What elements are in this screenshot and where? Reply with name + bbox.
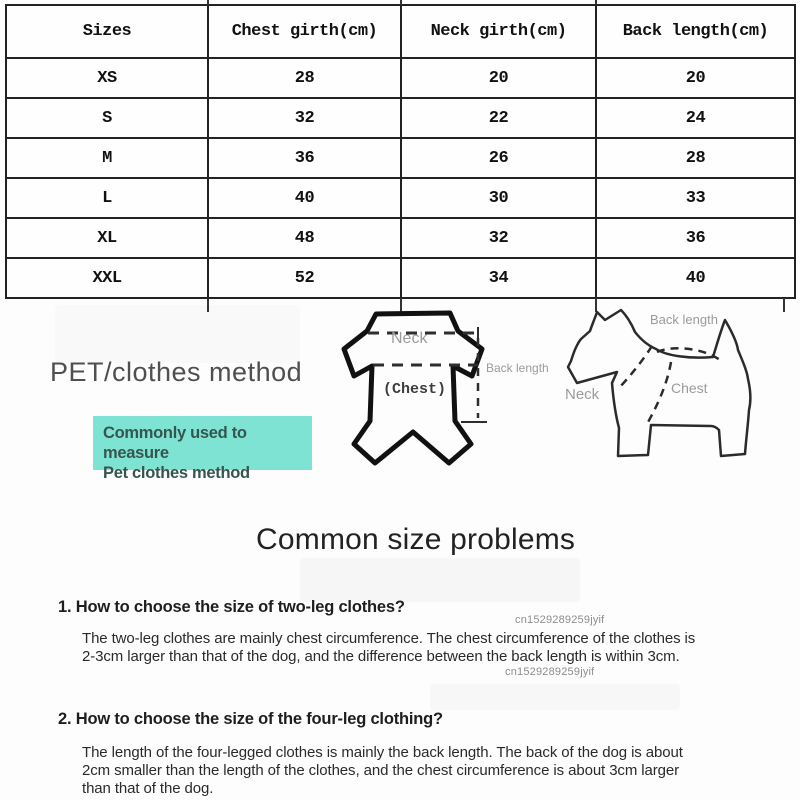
table-row bbox=[6, 98, 795, 138]
table-row bbox=[6, 258, 795, 298]
table-line-stub bbox=[207, 0, 209, 5]
size-table-header-back: Back length(cm) bbox=[596, 5, 795, 58]
size-cell: M bbox=[6, 138, 208, 178]
back-cell: 36 bbox=[596, 218, 795, 258]
back-cell: 28 bbox=[596, 138, 795, 178]
measure-section-title: PET/clothes method bbox=[50, 357, 303, 387]
faq-answer-2: The length of the four-legged clothes is mainly the back length. The back of the dog is about 2cm smaller than the length of the clothes, and the chest circumference is about 3cm larger than that of the dog. bbox=[82, 744, 683, 797]
size-table-header-chest: Chest girth(cm) bbox=[208, 5, 401, 58]
table-line-stub bbox=[207, 298, 209, 312]
size-cell: L bbox=[6, 178, 208, 218]
size-table-header-row bbox=[6, 5, 795, 58]
watermark-text: cn1529289259jyif bbox=[505, 666, 595, 678]
size-cell: XL bbox=[6, 218, 208, 258]
dog-neck-label: Neck bbox=[565, 386, 600, 403]
neck-cell: 26 bbox=[401, 138, 596, 178]
garment-diagram bbox=[335, 300, 555, 500]
table-row bbox=[6, 58, 795, 98]
size-cell: XS bbox=[6, 58, 208, 98]
table-row bbox=[6, 218, 795, 258]
back-cell: 40 bbox=[596, 258, 795, 298]
table-row bbox=[6, 178, 795, 218]
back-cell: 24 bbox=[596, 98, 795, 138]
dog-backlength-label: Back length bbox=[650, 312, 718, 327]
chest-cell: 40 bbox=[208, 178, 401, 218]
back-cell: 20 bbox=[596, 58, 795, 98]
faq-question-1: 1. How to choose the size of two-leg clothes? bbox=[58, 598, 405, 616]
chest-cell: 48 bbox=[208, 218, 401, 258]
neck-cell: 30 bbox=[401, 178, 596, 218]
chest-cell: 52 bbox=[208, 258, 401, 298]
chest-cell: 36 bbox=[208, 138, 401, 178]
measure-note-line1: Commonly used to measure bbox=[103, 424, 247, 462]
dog-outline bbox=[568, 310, 750, 456]
garment-chest-label: (Chest) bbox=[383, 381, 447, 398]
table-line-stub bbox=[400, 0, 402, 5]
back-cell: 33 bbox=[596, 178, 795, 218]
table-row bbox=[6, 138, 795, 178]
size-table-header-neck: Neck girth(cm) bbox=[401, 5, 596, 58]
table-line-stub bbox=[595, 0, 597, 5]
chest-cell: 32 bbox=[208, 98, 401, 138]
size-cell: XXL bbox=[6, 258, 208, 298]
scan-artifact bbox=[55, 305, 300, 363]
faq-question-2: 2. How to choose the size of the four-leg clothing? bbox=[58, 710, 443, 728]
size-table-header-sizes: Sizes bbox=[6, 5, 208, 58]
chest-cell: 28 bbox=[208, 58, 401, 98]
faq-section-title: Common size problems bbox=[256, 523, 576, 556]
neck-cell: 20 bbox=[401, 58, 596, 98]
size-cell: S bbox=[6, 98, 208, 138]
garment-backlength-label: Back length bbox=[486, 361, 549, 375]
measure-note-box bbox=[93, 416, 312, 482]
watermark-text: cn1529289259jyif bbox=[515, 614, 605, 626]
measure-note-line2: Pet clothes method bbox=[103, 464, 250, 482]
scan-artifact bbox=[430, 684, 680, 710]
neck-cell: 34 bbox=[401, 258, 596, 298]
neck-cell: 32 bbox=[401, 218, 596, 258]
garment-neck-label: Neck bbox=[391, 330, 428, 347]
scan-artifact bbox=[300, 558, 580, 602]
size-table bbox=[5, 4, 796, 299]
neck-cell: 22 bbox=[401, 98, 596, 138]
dog-chest-label: Chest bbox=[671, 380, 708, 396]
faq-answer-1: The two-leg clothes are mainly chest circumference. The chest circumference of the clothes is 2-3cm larger than that of the dog, and the difference between the back length is within 3cm. bbox=[82, 630, 696, 665]
